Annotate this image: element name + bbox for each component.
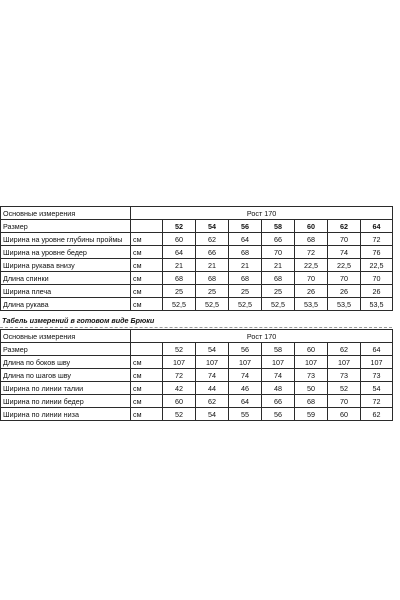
size-cell: 54 bbox=[196, 343, 229, 356]
value-cell: 68 bbox=[295, 395, 328, 408]
unit-cell: см bbox=[131, 285, 163, 298]
value-cell: 74 bbox=[328, 246, 361, 259]
height-label: Рост 170 bbox=[131, 330, 393, 343]
unit-cell: см bbox=[131, 233, 163, 246]
value-cell: 60 bbox=[328, 408, 361, 421]
unit-cell: см bbox=[131, 356, 163, 369]
value-cell: 26 bbox=[295, 285, 328, 298]
size-cell: 52 bbox=[163, 220, 196, 233]
value-cell: 54 bbox=[196, 408, 229, 421]
value-cell: 70 bbox=[328, 395, 361, 408]
value-cell: 76 bbox=[361, 246, 393, 259]
value-cell: 107 bbox=[328, 356, 361, 369]
measurement-label: Длина по шагов шву bbox=[1, 369, 131, 382]
value-cell: 66 bbox=[262, 395, 295, 408]
value-cell: 25 bbox=[229, 285, 262, 298]
unit-cell: см bbox=[131, 369, 163, 382]
value-cell: 62 bbox=[196, 395, 229, 408]
value-cell: 68 bbox=[262, 272, 295, 285]
value-cell: 50 bbox=[295, 382, 328, 395]
value-cell: 22,5 bbox=[295, 259, 328, 272]
value-cell: 107 bbox=[196, 356, 229, 369]
header-label: Основные измерения bbox=[1, 330, 131, 343]
unit-cell: см bbox=[131, 298, 163, 311]
value-cell: 68 bbox=[196, 272, 229, 285]
header-label: Основные измерения bbox=[1, 207, 131, 220]
measurement-label: Ширина по линии бедер bbox=[1, 395, 131, 408]
size-row-label: Размер bbox=[1, 220, 131, 233]
value-cell: 107 bbox=[163, 356, 196, 369]
size-cell: 60 bbox=[295, 220, 328, 233]
measurement-label: Ширина рукава внизу bbox=[1, 259, 131, 272]
measurement-label: Длина спинки bbox=[1, 272, 131, 285]
value-cell: 74 bbox=[196, 369, 229, 382]
value-cell: 74 bbox=[229, 369, 262, 382]
value-cell: 60 bbox=[163, 233, 196, 246]
value-cell: 22,5 bbox=[361, 259, 393, 272]
size-cell: 64 bbox=[361, 220, 393, 233]
table-header-row bbox=[1, 207, 393, 220]
value-cell: 56 bbox=[262, 408, 295, 421]
value-cell: 25 bbox=[163, 285, 196, 298]
size-row bbox=[1, 343, 393, 356]
measurement-label: Ширина на уровне бедер bbox=[1, 246, 131, 259]
value-cell: 107 bbox=[361, 356, 393, 369]
size-cell: 62 bbox=[328, 220, 361, 233]
height-label: Рост 170 bbox=[131, 207, 393, 220]
value-cell: 21 bbox=[196, 259, 229, 272]
trousers-measurements-table bbox=[0, 329, 393, 421]
value-cell: 107 bbox=[262, 356, 295, 369]
value-cell: 54 bbox=[361, 382, 393, 395]
value-cell: 52 bbox=[328, 382, 361, 395]
size-cell: 56 bbox=[229, 343, 262, 356]
size-row bbox=[1, 220, 393, 233]
size-row-unit-cell bbox=[131, 343, 163, 356]
value-cell: 44 bbox=[196, 382, 229, 395]
unit-cell: см bbox=[131, 382, 163, 395]
value-cell: 62 bbox=[361, 408, 393, 421]
trousers-table-caption: Табель измерений в готовом виде Брюки bbox=[0, 315, 392, 328]
value-cell: 68 bbox=[163, 272, 196, 285]
measurement-label: Длина рукава bbox=[1, 298, 131, 311]
size-cell: 56 bbox=[229, 220, 262, 233]
value-cell: 25 bbox=[196, 285, 229, 298]
unit-cell: см bbox=[131, 272, 163, 285]
unit-cell: см bbox=[131, 259, 163, 272]
value-cell: 70 bbox=[361, 272, 393, 285]
value-cell: 74 bbox=[262, 369, 295, 382]
value-cell: 52,5 bbox=[262, 298, 295, 311]
value-cell: 73 bbox=[328, 369, 361, 382]
value-cell: 73 bbox=[295, 369, 328, 382]
table-row bbox=[1, 259, 393, 272]
value-cell: 62 bbox=[196, 233, 229, 246]
table-row bbox=[1, 395, 393, 408]
size-cell: 52 bbox=[163, 343, 196, 356]
value-cell: 52,5 bbox=[196, 298, 229, 311]
value-cell: 64 bbox=[163, 246, 196, 259]
value-cell: 52,5 bbox=[163, 298, 196, 311]
value-cell: 42 bbox=[163, 382, 196, 395]
value-cell: 68 bbox=[229, 246, 262, 259]
value-cell: 21 bbox=[163, 259, 196, 272]
value-cell: 21 bbox=[229, 259, 262, 272]
value-cell: 66 bbox=[262, 233, 295, 246]
jacket-measurements-table bbox=[0, 206, 393, 311]
measurement-label: Ширина плеча bbox=[1, 285, 131, 298]
table-row bbox=[1, 356, 393, 369]
value-cell: 68 bbox=[295, 233, 328, 246]
unit-cell: см bbox=[131, 395, 163, 408]
value-cell: 72 bbox=[163, 369, 196, 382]
value-cell: 53,5 bbox=[328, 298, 361, 311]
value-cell: 22,5 bbox=[328, 259, 361, 272]
value-cell: 26 bbox=[328, 285, 361, 298]
value-cell: 52 bbox=[163, 408, 196, 421]
value-cell: 70 bbox=[328, 233, 361, 246]
value-cell: 60 bbox=[163, 395, 196, 408]
value-cell: 70 bbox=[295, 272, 328, 285]
value-cell: 59 bbox=[295, 408, 328, 421]
size-cell: 58 bbox=[262, 343, 295, 356]
table-row bbox=[1, 246, 393, 259]
value-cell: 72 bbox=[295, 246, 328, 259]
table-row bbox=[1, 382, 393, 395]
size-cell: 62 bbox=[328, 343, 361, 356]
value-cell: 68 bbox=[229, 272, 262, 285]
value-cell: 70 bbox=[262, 246, 295, 259]
size-cell: 54 bbox=[196, 220, 229, 233]
table-row bbox=[1, 408, 393, 421]
size-row-label: Размер bbox=[1, 343, 131, 356]
table-row bbox=[1, 369, 393, 382]
size-row-unit-cell bbox=[131, 220, 163, 233]
size-cell: 58 bbox=[262, 220, 295, 233]
value-cell: 53,5 bbox=[361, 298, 393, 311]
value-cell: 72 bbox=[361, 233, 393, 246]
table-row bbox=[1, 233, 393, 246]
value-cell: 64 bbox=[229, 233, 262, 246]
measurement-label: Длина по боков шву bbox=[1, 356, 131, 369]
value-cell: 55 bbox=[229, 408, 262, 421]
value-cell: 66 bbox=[196, 246, 229, 259]
value-cell: 25 bbox=[262, 285, 295, 298]
value-cell: 107 bbox=[229, 356, 262, 369]
table-row bbox=[1, 272, 393, 285]
value-cell: 107 bbox=[295, 356, 328, 369]
value-cell: 70 bbox=[328, 272, 361, 285]
measurement-label: Ширина по линии низа bbox=[1, 408, 131, 421]
size-chart-sheet bbox=[0, 206, 398, 421]
value-cell: 52,5 bbox=[229, 298, 262, 311]
size-cell: 64 bbox=[361, 343, 393, 356]
measurement-label: Ширина по линии талии bbox=[1, 382, 131, 395]
value-cell: 53,5 bbox=[295, 298, 328, 311]
table-row bbox=[1, 285, 393, 298]
value-cell: 73 bbox=[361, 369, 393, 382]
unit-cell: см bbox=[131, 246, 163, 259]
table-header-row bbox=[1, 330, 393, 343]
size-cell: 60 bbox=[295, 343, 328, 356]
value-cell: 48 bbox=[262, 382, 295, 395]
value-cell: 64 bbox=[229, 395, 262, 408]
table-row bbox=[1, 298, 393, 311]
value-cell: 46 bbox=[229, 382, 262, 395]
unit-cell: см bbox=[131, 408, 163, 421]
value-cell: 21 bbox=[262, 259, 295, 272]
measurement-label: Ширина на уровне глубины проймы bbox=[1, 233, 131, 246]
value-cell: 26 bbox=[361, 285, 393, 298]
value-cell: 72 bbox=[361, 395, 393, 408]
